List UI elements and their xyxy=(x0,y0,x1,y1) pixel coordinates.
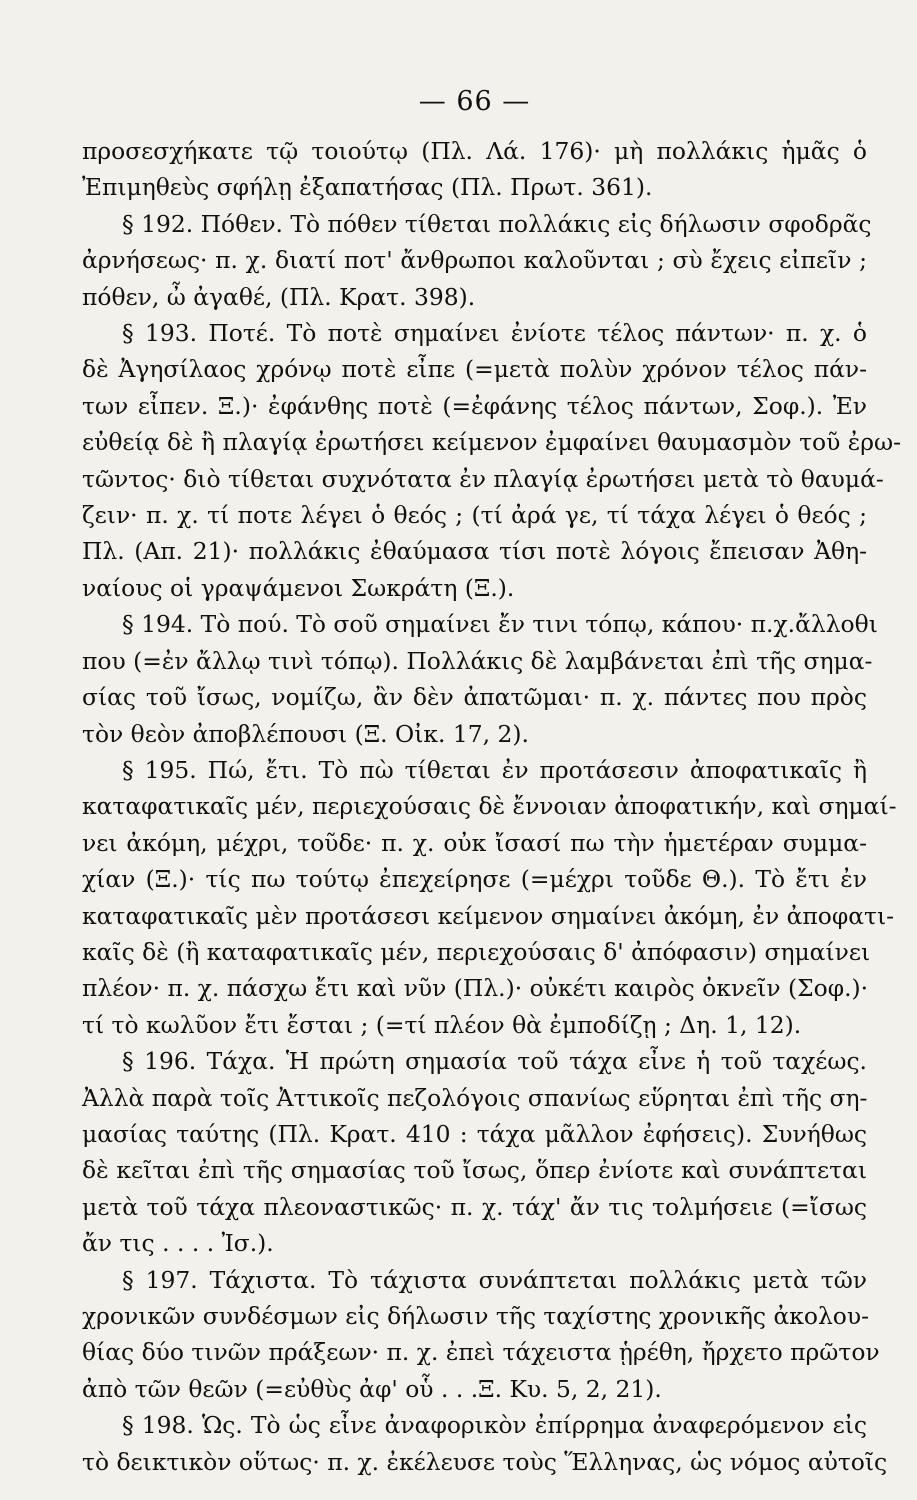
section-heading-198: § 198. Ὡς. Τὸ ὡς εἶνε ἀναφορικὸν ἐπίρρημα ἀναφερόμενον εἰς xyxy=(122,1411,867,1440)
section-heading-192: § 192. Πόθεν. Τὸ πόθεν τίθεται πολλάκις εἰς δήλωσιν σφοδρᾶς xyxy=(122,209,872,238)
text-line: ναίους οἱ γραψάμενοι Σωκράτη (Ξ.). xyxy=(82,573,515,602)
text-line: δὲ κεῖται ἐπὶ τῆς σημασίας τοῦ ἴσως, ὅπερ ἐνίοτε καὶ συνάπτεται xyxy=(82,1156,867,1185)
text-line: των εἶπεν. Ξ.)· ἐφάνθης ποτὲ (=ἐφάνης τέλος πάντων, Σοφ.). Ἐν xyxy=(82,391,867,420)
text-line: μετὰ τοῦ τάχα πλεοναστικῶς· π. χ. τάχ' ἄν τις τολμήσειε (=ἴσως xyxy=(82,1192,867,1221)
text-line: εὐθείᾳ δὲ ἢ πλαγίᾳ ἐρωτήσει κείμενον ἐμφαίνει θαυμασμὸν τοῦ ἐρω- xyxy=(82,428,902,457)
text-line: μασίας ταύτης (Πλ. Κρατ. 410 : τάχα μᾶλλον ἐφήσεις). Συνήθως xyxy=(82,1119,867,1148)
text-line: που (=ἐν ἄλλῳ τινὶ τόπῳ). Πολλάκις δὲ λαμβάνεται ἐπὶ τῆς σημα- xyxy=(82,646,873,675)
text-line: νει ἀκόμη, μέχρι, τοῦδε· π. χ. οὐκ ἴσασί πω τὴν ἡμετέραν συμμα- xyxy=(82,828,867,857)
section-heading-195: § 195. Πώ, ἔτι. Τὸ πὼ τίθεται ἐν προτάσεσιν ἀποφατικαῖς ἢ xyxy=(122,755,867,784)
section-heading-193: § 193. Ποτέ. Τὸ ποτὲ σημαίνει ἐνίοτε τέλος πάντων· π. χ. ὁ xyxy=(122,319,867,348)
body-text xyxy=(82,133,902,1480)
text-line: τί τὸ κωλῦον ἔτι ἔσται ; (=τί πλέον θὰ ἐμποδίζῃ ; Δη. 1, 12). xyxy=(82,1010,802,1039)
text-line: ζειν· π. χ. τί ποτε λέγει ὁ θεός ; (τί ἀρά γε, τί τάχα λέγει ὁ θεός ; xyxy=(82,501,867,530)
text-line: καταφατικαῖς μέν, περιεχούσαις δὲ ἔννοιαν ἀποφατικήν, καὶ σημαί- xyxy=(82,792,897,821)
text-line: χρονικῶν συνδέσμων εἰς δήλωσιν τῆς ταχίστης χρονικῆς ἀκολου- xyxy=(82,1302,869,1330)
text-line: πλέον· π. χ. πάσχω ἔτι καὶ νῦν (Πλ.)· οὐκέτι καιρὸς ὀκνεῖν (Σοφ.)· xyxy=(82,974,869,1003)
text-line: χίαν (Ξ.)· τίς πω τούτῳ ἐπεχείρησε (=μέχρι τοῦδε Θ.). Τὸ ἔτι ἐν xyxy=(82,865,867,894)
text-line: δὲ Ἀγησίλαος χρόνῳ ποτὲ εἶπε (=μετὰ πολὺν χρόνον τέλος πάν- xyxy=(82,355,867,384)
text-line: τὸ δεικτικὸν οὕτως· π. χ. ἐκέλευσε τοὺς Ἕλληνας, ὡς νόμος αὐτοῖς xyxy=(82,1447,888,1476)
text-line: πόθεν, ὦ ἀγαθέ, (Πλ. Κρατ. 398). xyxy=(82,282,476,311)
text-line: σίας τοῦ ἴσως, νομίζω, ἂν δὲν ἀπατῶμαι· π. χ. πάντες που πρὸς xyxy=(82,683,867,712)
text-line: ἀρνήσεως· π. χ. διατί ποτ' ἄνθρωποι καλοῦνται ; σὺ ἔχεις εἰπεῖν ; xyxy=(82,246,867,275)
section-heading-194: § 194. Τὸ πού. Τὸ σοῦ σημαίνει ἔν τινι τόπῳ, κάπου· π.χ.ἄλλοθι xyxy=(122,610,878,639)
page-number: — 66 — xyxy=(418,86,531,117)
section-heading-197: § 197. Τάχιστα. Τὸ τάχιστα συνάπτεται πολλάκις μετὰ τῶν xyxy=(122,1265,867,1294)
text-line: τῶντος· διὸ τίθεται συχνότατα ἐν πλαγίᾳ ἐρωτήσει μετὰ τὸ θαυμά- xyxy=(82,464,884,493)
text-line: τὸν θεὸν ἀποβλέπουσι (Ξ. Οἰκ. 17, 2). xyxy=(82,719,529,748)
text-line: θίας δύο τινῶν πράξεων· π. χ. ἐπεὶ τάχειστα ᾑρέθη, ἤρχετο πρῶτον xyxy=(82,1338,880,1367)
text-line: προσεσχήκατε τῷ τοιούτῳ (Πλ. Λά. 176)· μὴ πολλάκις ἡμᾶς ὁ xyxy=(82,137,867,165)
text-line: καῖς δὲ (ἢ καταφατικαῖς μέν, περιεχούσαις δ' ἀπόφασιν) σημαίνει xyxy=(82,937,871,966)
text-line: Πλ. (Απ. 21)· πολλάκις ἐθαύμασα τίσι ποτὲ λόγοις ἔπεισαν Ἀθη- xyxy=(82,537,867,566)
text-line: ἀπὸ τῶν θεῶν (=εὐθὺς ἀφ' οὗ . . .Ξ. Κυ. 5, 2, 21). xyxy=(82,1374,662,1403)
text-line: καταφατικαῖς μὲν προτάσεσι κείμενον σημαίνει ἀκόμη, ἐν ἀποφατι- xyxy=(82,901,895,930)
text-line: Ἀλλὰ παρὰ τοῖς Ἀττικοῖς πεζολόγοις σπανίως εὕρηται ἐπὶ τῆς ση- xyxy=(82,1083,868,1112)
text-line: ἄν τις . . . . Ἰσ.). xyxy=(82,1229,274,1258)
section-heading-196: § 196. Τάχα. Ἡ πρώτη σημασία τοῦ τάχα εἶνε ἡ τοῦ ταχέως. xyxy=(122,1047,867,1076)
text-line: Ἐπιμηθεὺς σφήλῃ ἐξαπατήσας (Πλ. Πρωτ. 361). xyxy=(82,173,653,202)
